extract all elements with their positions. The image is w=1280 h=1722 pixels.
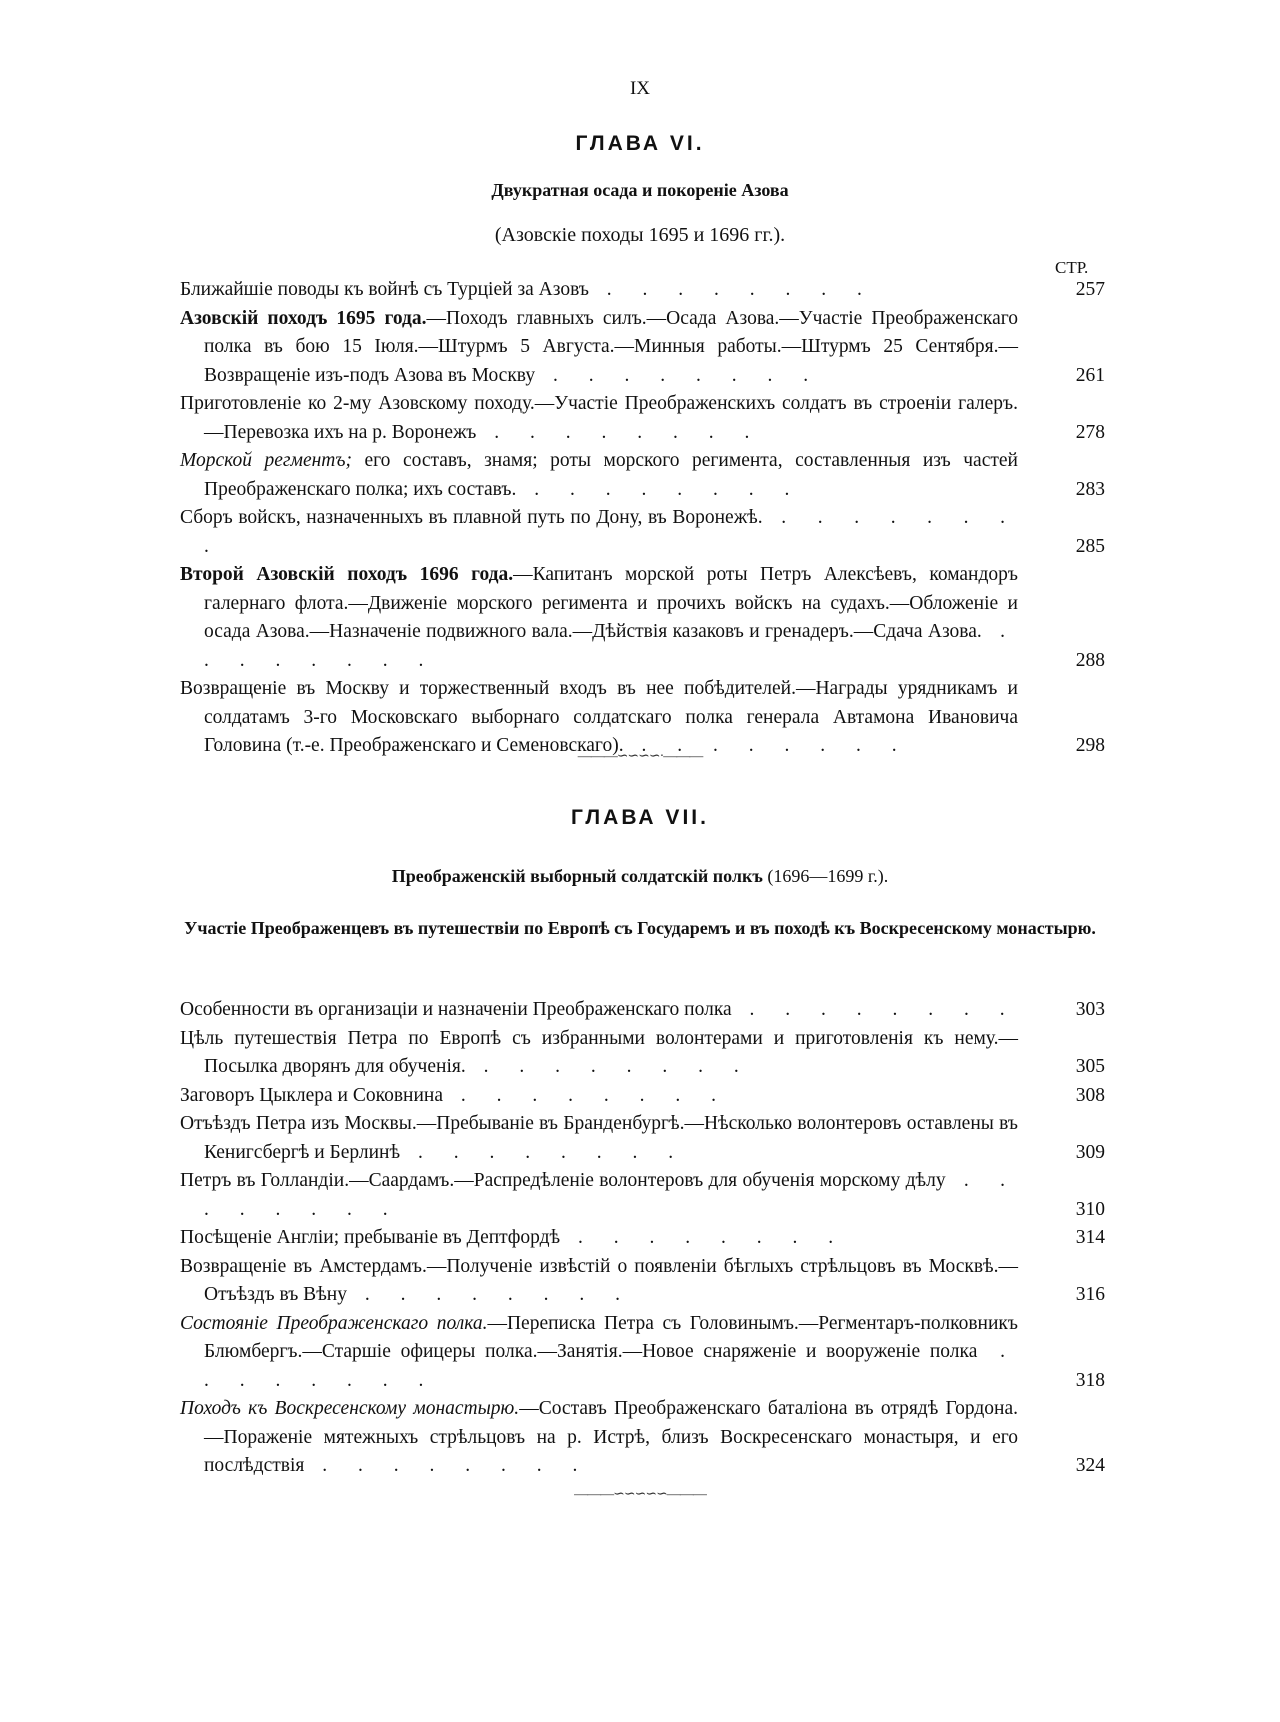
chapter-6-subtitle2: (Азовскіе походы 1695 и 1696 гг.). (494, 224, 786, 246)
toc-entry-text (180, 1025, 1018, 1082)
toc-entry-text (180, 996, 1018, 1025)
chapter-6-title: ГЛАВА VI. (575, 132, 705, 155)
toc-entry-body: Цѣль путешествія Петра по Европѣ съ избранными волонтерами и приготовленія къ нему.—Посылка дворянъ для обученія. (180, 1027, 1018, 1077)
toc-entry-page: 283 (1075, 478, 1105, 500)
toc-entry-page: 309 (1075, 1141, 1105, 1163)
toc-entry-body: —Переписка Петра съ Головинымъ.—Регментаръ-полковникъ Блюмбергъ.—Старшіе офицеры полка.—Занятія.—Новое снаряженіе и вооруженіе полка (204, 1312, 1018, 1362)
toc-entry-page: 318 (1075, 1369, 1105, 1391)
toc-entry[interactable] (180, 561, 1105, 675)
toc-entry-text (180, 561, 1018, 675)
toc-entry-text (180, 1082, 1018, 1111)
toc-entry[interactable] (180, 1253, 1105, 1310)
toc-entry-body: Посѣщеніе Англіи; пребываніе въ Дептфордѣ (180, 1227, 561, 1248)
toc-entry-page: 278 (1075, 421, 1105, 443)
toc-entry-page: 308 (1075, 1084, 1105, 1106)
dot-leader: . . . . . . . . (346, 1284, 633, 1305)
toc-entry-body: —Походъ главныхъ силъ.—Осада Азова.—Участіе Преображенскаго полка въ бою 15 Іюля.—Штурмъ 5 Августа.—Минныя работы.—Штурмъ 25 Сентября.—Возвращеніе изъ-подъ Азова въ Москву (204, 307, 1018, 386)
dot-leader: . . . . . . . . (400, 1141, 687, 1163)
toc-entry[interactable] (180, 504, 1105, 561)
toc-entry-text (180, 1167, 1018, 1224)
page-number: IX (629, 78, 651, 99)
dot-leader: . . . . . . . . (623, 735, 910, 756)
dot-leader: . . . . . . . . (588, 279, 875, 300)
chapter-7-subtitle (0, 866, 1280, 887)
toc-entry[interactable] (180, 276, 1105, 305)
toc-entry-text (180, 276, 1018, 305)
chapter-6-subtitle: Двукратная осада и покореніе Азова (491, 180, 789, 200)
toc-entry-page: 324 (1075, 1455, 1105, 1476)
toc-entry-page: 298 (1075, 735, 1105, 756)
toc-entry-page: 285 (1075, 535, 1105, 557)
toc-entry[interactable] (180, 1082, 1105, 1111)
dot-leader: . . . . . . . . (560, 1227, 847, 1248)
toc-entry-body: Отъѣздъ Петра изъ Москвы.—Пребываніе въ Бранденбургѣ.—Нѣсколько волонтеровъ оставлены въ Кенигсбергѣ и Берлинѣ (180, 1113, 1018, 1163)
toc-entry-page: 310 (1075, 1198, 1105, 1220)
dot-leader: . . . . . . . . (204, 1341, 1019, 1391)
toc-entry-body: Возвращеніе въ Москву и торжественный входъ въ нее побѣдителей.—Награды урядникамъ и солдатамъ 3-го Московскаго выборнаго солдатскаго полка генерала Автамона Ивановича Головина (т.-е. Преображенскаго и Семеновскаго). (180, 678, 1018, 756)
toc-entry[interactable] (180, 1395, 1105, 1481)
toc-entry-text (180, 504, 1018, 561)
toc-entry[interactable] (180, 447, 1105, 504)
toc-entry-page: 257 (1075, 279, 1105, 300)
toc-entry-lead: Походъ къ Воскресенскому монастырю. (180, 1398, 520, 1419)
toc-entry[interactable] (180, 996, 1105, 1025)
chapter-7-title: ГЛАВА VII. (571, 806, 709, 829)
toc-entry[interactable] (180, 1110, 1105, 1167)
toc-entry-lead: Азовскій походъ 1695 года. (180, 307, 427, 329)
toc-entry-text (180, 390, 1018, 447)
toc-entry-lead: Морской регментъ; (180, 450, 352, 471)
toc-entry-body: —Составъ Преображенскаго баталіона въ отрядѣ Гордона.—Пораженіе мятежныхъ стрѣльцовъ на р. Истрѣ, близъ Воскресенскаго монастыря, и его послѣдствія (204, 1398, 1018, 1476)
dot-leader: . . . . . . . . (204, 621, 1019, 671)
toc-entry-body: его составъ, знамя; роты морского регимента, составленныя изъ частей Преображенскаго полка; ихъ составъ. (204, 450, 1018, 500)
chapter-7-toc (180, 996, 1105, 1481)
dot-leader: . . . . . . . . (204, 507, 1019, 557)
toc-entry-body: Возвращеніе въ Амстердамъ.—Полученіе извѣстій о появленіи бѣглыхъ стрѣльцовъ въ Москвѣ.—Отъѣздъ въ Вѣну (180, 1255, 1018, 1305)
toc-entry-body: Особенности въ организаціи и назначеніи Преображенскаго полка (180, 999, 732, 1020)
toc-entry-body: Ближайшіе поводы къ войнѣ съ Турціей за Азовъ (180, 279, 589, 300)
toc-entry-page: 316 (1075, 1284, 1105, 1305)
toc-entry-text (180, 1224, 1018, 1253)
toc-entry[interactable] (180, 305, 1105, 391)
toc-entry-page: 261 (1075, 364, 1105, 386)
toc-entry[interactable] (180, 1167, 1105, 1224)
dot-leader: . . . . . . . . (731, 999, 1018, 1020)
chapter-6-toc (180, 276, 1105, 761)
toc-entry-text (180, 1253, 1018, 1310)
dot-leader: . . . . . . . . (304, 1455, 591, 1476)
toc-entry[interactable] (180, 1224, 1105, 1253)
toc-entry-page: 314 (1075, 1227, 1105, 1248)
toc-entry-body: Петръ въ Голландіи.—Саардамъ.—Распредѣленіе волонтеровъ для обученія морскому дѣлу (180, 1170, 946, 1191)
toc-entry[interactable] (180, 1025, 1105, 1082)
chapter-7-subtitle2: Участіе Преображенцевъ въ путешествіи по Европѣ съ Государемъ и въ походѣ къ Воскресенскому монастырю. (184, 918, 1096, 938)
toc-entry-text (180, 1395, 1018, 1481)
dot-leader: . . . . . . . . (476, 421, 763, 443)
dot-leader: . . . . . . . . (465, 1056, 752, 1077)
toc-entry-body: Приготовленіе ко 2-му Азовскому походу.—Участіе Преображенскихъ солдатъ въ строеніи галеръ.—Перевозка ихъ на р. Воронежъ (180, 393, 1018, 443)
toc-entry-page: 303 (1075, 999, 1105, 1020)
toc-entry-lead: Состояніе Преображенскаго полка. (180, 1312, 488, 1334)
toc-entry-lead: Второй Азовскій походъ 1696 года. (180, 564, 514, 585)
toc-entry-text (180, 1310, 1018, 1396)
toc-entry[interactable] (180, 1310, 1105, 1396)
dot-leader: . . . . . . . . (204, 1170, 1019, 1220)
dot-leader: . . . . . . . . (443, 1084, 730, 1106)
toc-entry-body: —Капитанъ морской роты Петръ Алексѣевъ, командоръ галернаго флота.—Движеніе морского регимента и прочихъ войскъ на судахъ.—Обложеніе и осада Азова.—Назначеніе подвижного вала.—Дѣйствія казаковъ и гренадеръ.—Сдача Азова. (204, 564, 1018, 642)
toc-entry-text (180, 1110, 1018, 1167)
page-column-header: СТР. (1055, 258, 1089, 277)
dot-leader: . . . . . . . . (535, 364, 822, 386)
ornament-divider: ———∽∽∽∽·——— (577, 749, 703, 764)
toc-entry-page: 288 (1075, 649, 1105, 671)
ornament-divider-end: ———∽∽∽∽∽——— (574, 1487, 706, 1502)
toc-entry-text (180, 305, 1018, 391)
dot-leader: . . . . . . . . (516, 478, 803, 500)
toc-entry-body: Сборъ войскъ, назначенныхъ въ плавной путь по Дону, въ Воронежѣ. (180, 507, 763, 528)
chapter-7-years: (1696—1699 г.). (762, 866, 889, 886)
toc-entry-text (180, 447, 1018, 504)
chapter-7-subtitle-text: Преображенскій выборный солдатскій полкъ (391, 866, 763, 886)
toc-entry-body: Заговоръ Цыклера и Соковнина (180, 1084, 444, 1106)
toc-entry[interactable] (180, 390, 1105, 447)
toc-entry-page: 305 (1075, 1056, 1105, 1077)
